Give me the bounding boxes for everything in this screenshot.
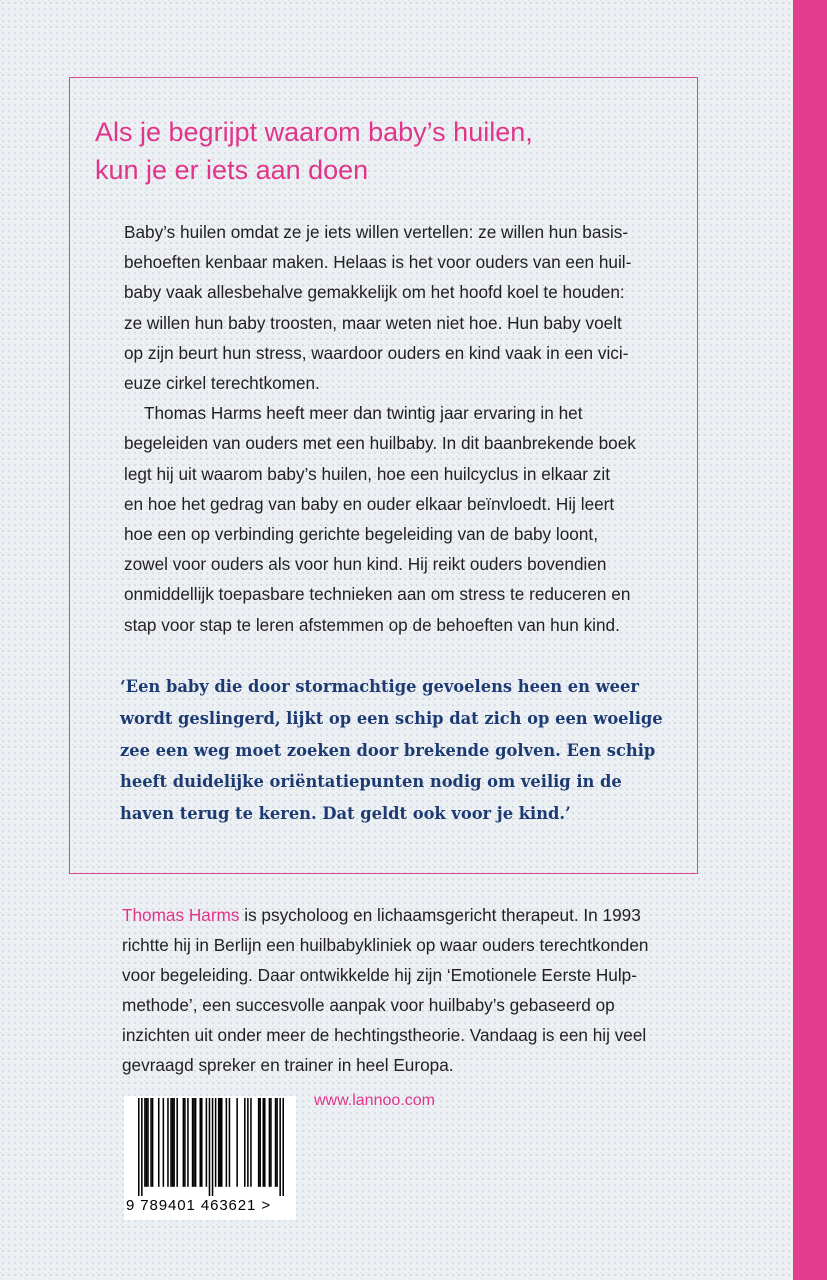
author-bio-line: voor begeleiding. Daar ontwikkelde hij zijn ‘Emotionele Eerste Hulp- bbox=[122, 965, 637, 985]
quote-line: ‘Een baby die door stormachtige gevoelens heen en weer bbox=[120, 677, 639, 696]
barcode-bar bbox=[147, 1098, 149, 1187]
author-bio-first-line bbox=[122, 900, 682, 930]
barcode-bar bbox=[141, 1098, 143, 1196]
barcode-bar bbox=[282, 1098, 284, 1196]
intro-line: legt hij uit waarom baby’s huilen, hoe een huilcyclus in elkaar zit bbox=[124, 463, 610, 484]
publisher-website: www.lannoo.com bbox=[314, 1092, 435, 1109]
barcode-bar bbox=[258, 1098, 260, 1187]
isbn-number: 9 789401 463621 > bbox=[126, 1197, 272, 1214]
quote-line: heeft duidelijke oriëntatiepunten nodig om veilig in de bbox=[120, 772, 622, 792]
intro-line: zowel voor ouders als voor hun kind. Hij reikt ouders bovendien bbox=[124, 554, 607, 575]
barcode-bar bbox=[195, 1098, 197, 1187]
headline bbox=[95, 113, 655, 189]
author-bio-line: gevraagd spreker en trainer in heel Europa. bbox=[122, 1055, 454, 1075]
intro-line: hoe een op verbinding gerichte begeleiding van de baby loont, bbox=[124, 524, 598, 545]
pink-spine-strip bbox=[793, 0, 827, 1280]
barcode-bar bbox=[218, 1098, 220, 1187]
barcode-bar bbox=[226, 1098, 228, 1187]
barcode-bar bbox=[201, 1098, 203, 1187]
barcode-bar bbox=[270, 1098, 272, 1187]
barcode-bar bbox=[269, 1098, 271, 1187]
author-bio-line: methode’, een succesvolle aanpak voor huilbaby’s gebaseerd op bbox=[122, 995, 615, 1015]
barcode-bar bbox=[150, 1098, 152, 1187]
headline-line-2: kun je er iets aan doen bbox=[95, 155, 369, 185]
barcode-bar bbox=[184, 1098, 186, 1187]
barcode-bar bbox=[244, 1098, 246, 1187]
barcode-bar bbox=[212, 1098, 214, 1196]
intro-line: begeleiden van ouders met een huilbaby. In dit baanbrekende boek bbox=[124, 433, 636, 454]
barcode-bar bbox=[275, 1098, 277, 1187]
barcode-bar bbox=[158, 1098, 160, 1187]
intro-line: op zijn beurt hun stress, waardoor ouders en kind vaak in een vici- bbox=[124, 342, 629, 363]
barcode-bar bbox=[279, 1098, 281, 1196]
barcode-bar bbox=[250, 1098, 252, 1187]
barcode-bar bbox=[209, 1098, 211, 1196]
quote-line: zee een weg moet zoeken door brekende golven. Een schip bbox=[120, 740, 656, 760]
barcode-bar bbox=[176, 1098, 178, 1187]
intro-line: en hoe het gedrag van baby en ouder elkaar beïnvloedt. Hij leert bbox=[124, 493, 615, 514]
headline-line-1: Als je begrijpt waarom baby’s huilen, bbox=[95, 117, 533, 147]
barcode-bars bbox=[138, 1098, 284, 1196]
author-bio bbox=[122, 900, 682, 1080]
intro-line: euze cirkel terechtkomen. bbox=[124, 373, 320, 394]
barcode-bar bbox=[146, 1098, 148, 1187]
quote-line: wordt geslingerd, lijkt op een schip dat zich op een woelige bbox=[120, 708, 663, 728]
barcode-bar bbox=[276, 1098, 278, 1187]
isbn-barcode bbox=[124, 1096, 296, 1220]
barcode-bar bbox=[199, 1098, 201, 1187]
intro-line: stap voor stap te leren afstemmen op de behoeften van hun kind. bbox=[124, 614, 620, 635]
intro-line: Baby’s huilen omdat ze je iets willen vertellen: ze willen hun basis- bbox=[124, 222, 629, 242]
barcode-bar bbox=[262, 1098, 264, 1187]
barcode-bar bbox=[170, 1098, 172, 1187]
barcode-bar bbox=[187, 1098, 189, 1187]
pull-quote bbox=[120, 671, 680, 830]
author-bio-line: richtte hij in Berlijn een huilbabykliniek op waar ouders terechtkonden bbox=[122, 935, 649, 955]
intro-line: Thomas Harms heeft meer dan twintig jaar ervaring in het bbox=[144, 403, 583, 424]
barcode-bar bbox=[183, 1098, 185, 1187]
barcode-bar bbox=[167, 1098, 169, 1187]
intro-line: ze willen hun baby troosten, maar weten niet hoe. Hun baby voelt bbox=[124, 312, 622, 333]
barcode-bar bbox=[206, 1098, 208, 1187]
barcode-bar bbox=[192, 1098, 194, 1187]
barcode-bar bbox=[236, 1098, 238, 1187]
barcode-bar bbox=[215, 1098, 217, 1187]
barcode-bar bbox=[173, 1098, 175, 1187]
barcode-bar bbox=[264, 1098, 266, 1187]
quote-line: haven terug te keren. Dat geldt ook voor je kind.’ bbox=[120, 804, 571, 824]
barcode-bar bbox=[259, 1098, 261, 1187]
barcode-bar bbox=[219, 1098, 221, 1187]
barcode-bar bbox=[221, 1098, 223, 1187]
intro-line: behoeften kenbaar maken. Helaas is het voor ouders van een huil- bbox=[124, 252, 632, 273]
barcode-bar bbox=[144, 1098, 146, 1187]
intro-text bbox=[124, 217, 664, 640]
barcode-bar bbox=[138, 1098, 140, 1196]
author-name: Thomas Harms bbox=[122, 905, 240, 925]
intro-line: onmiddellijk toepasbare technieken aan om stress te reduceren en bbox=[124, 584, 631, 605]
barcode-bar bbox=[193, 1098, 195, 1187]
barcode-bar bbox=[152, 1098, 154, 1187]
barcode-bar bbox=[229, 1098, 231, 1187]
barcode-bar bbox=[163, 1098, 165, 1187]
barcode-bar bbox=[247, 1098, 249, 1187]
intro-line: baby vaak allesbehalve gemakkelijk om het hoofd koel te houden: bbox=[124, 282, 625, 303]
author-bio-line: is psycholoog en lichaamsgericht therapeut. In 1993 bbox=[239, 905, 641, 925]
author-bio-line: inzichten uit onder meer de hechtingstheorie. Vandaag is een hij veel bbox=[122, 1025, 647, 1045]
barcode-bar bbox=[172, 1098, 174, 1187]
